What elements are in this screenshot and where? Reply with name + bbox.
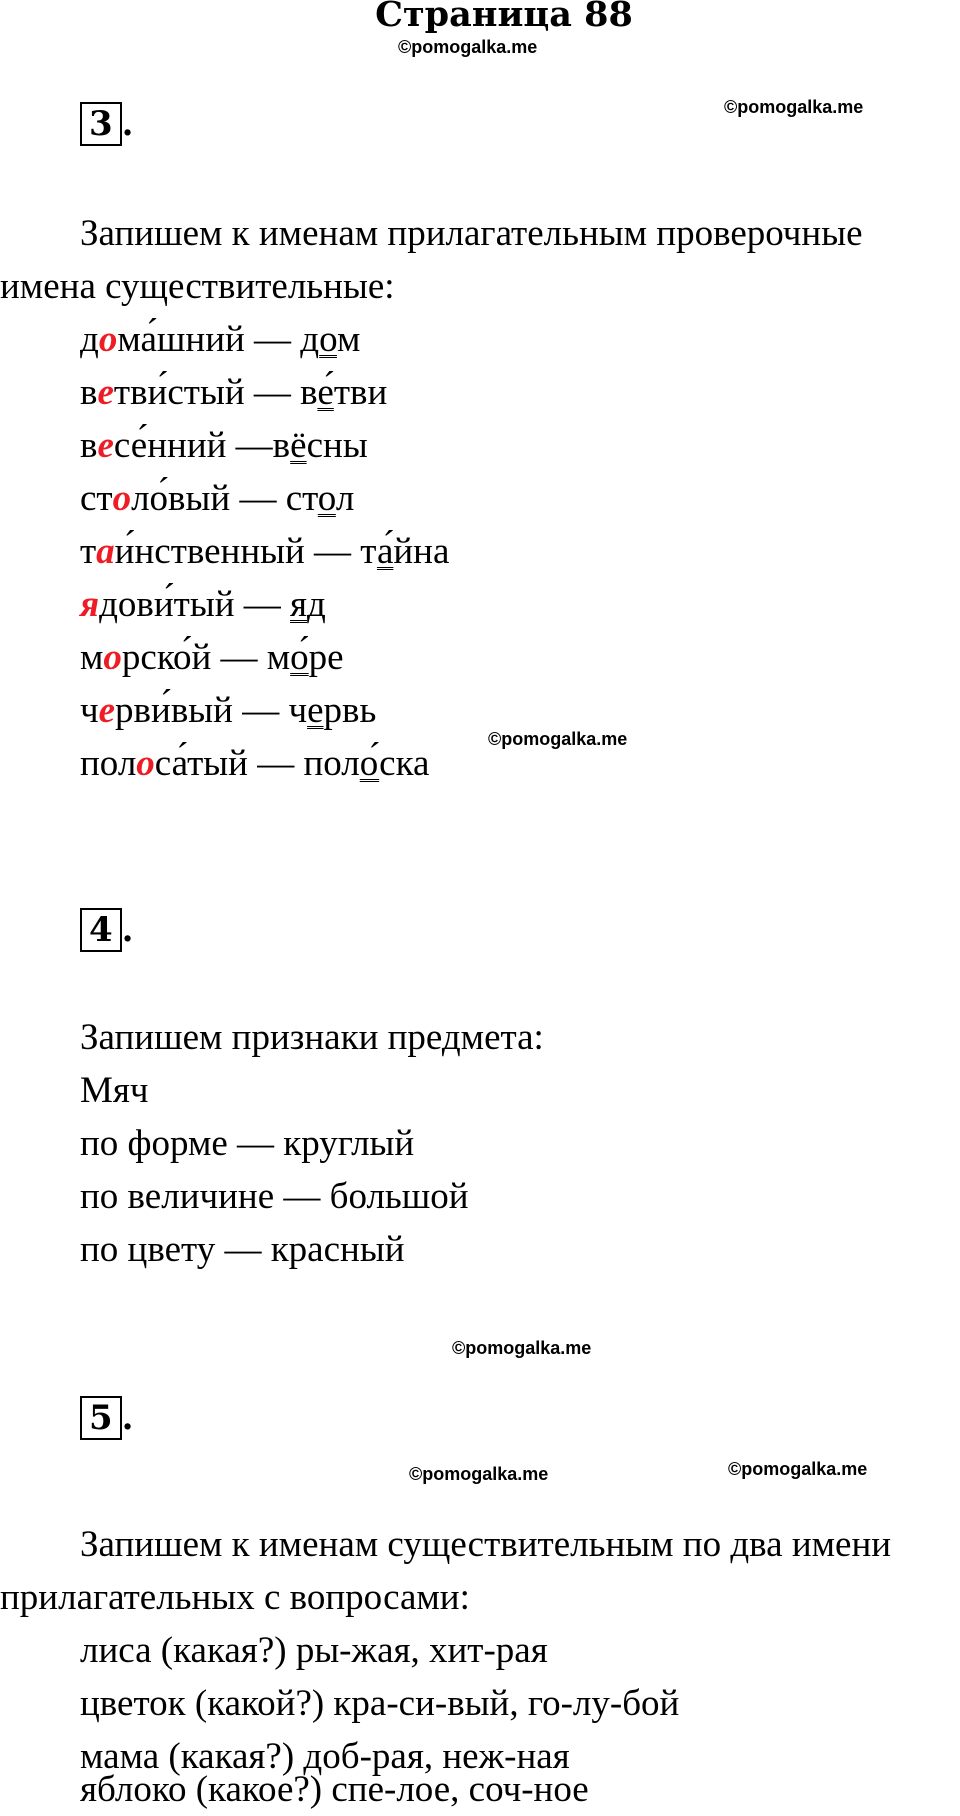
task-3-intro-line-2: имена существительные: <box>0 266 395 307</box>
task-5-number: 5 . <box>80 1396 134 1440</box>
task-5-intro-line-2: прилагательных с вопросами: <box>0 1577 470 1618</box>
task-number-box: 5 <box>80 1396 122 1440</box>
watermark: ©pomogalka.me <box>409 1464 549 1484</box>
task-4-line: Мяч <box>80 1070 149 1111</box>
word-pair: столо́вый — стол <box>80 478 355 519</box>
task-5-line: мама (какая?) доб-рая, неж-ная <box>80 1736 570 1777</box>
word-pair: дома́шний — дом <box>80 319 361 360</box>
task-number-box: 3 <box>80 102 122 146</box>
task-4-line: по величине — большой <box>80 1176 469 1217</box>
word-pair: полоса́тый — поло́ска <box>80 743 430 784</box>
word-pair: морско́й — мо́ре <box>80 637 344 678</box>
word-pair: черви́вый — червь <box>80 690 377 731</box>
task-5-intro-line-1: Запишем к именам существительным по два имени <box>80 1524 892 1565</box>
watermark: ©pomogalka.me <box>724 97 864 117</box>
task-4-number: 4 . <box>80 908 134 952</box>
word-pair: ветви́стый — ве́тви <box>80 372 388 413</box>
task-4-line: по форме — круглый <box>80 1123 415 1164</box>
word-pair: таи́нственный — та́йна <box>80 531 450 572</box>
task-3-number: 3 . <box>80 102 134 146</box>
watermark: ©pomogalka.me <box>398 37 538 57</box>
word-pair: ядови́тый — яд <box>80 584 326 625</box>
task-5-line: яблоко (какое?) спе-лое, соч-ное <box>80 1769 589 1810</box>
watermark: ©pomogalka.me <box>728 1459 868 1479</box>
watermark: ©pomogalka.me <box>488 729 628 749</box>
page-title: Страница 88 <box>375 0 633 35</box>
task-5-line: лиса (какая?) ры-жая, хит-рая <box>80 1630 548 1671</box>
task-3-intro-line-1: Запишем к именам прилагательным проверочные <box>80 213 863 254</box>
task-4-line: по цвету — красный <box>80 1229 405 1270</box>
task-4-line: Запишем признаки предмета: <box>80 1017 544 1058</box>
watermark: ©pomogalka.me <box>452 1338 592 1358</box>
task-5-line: цветок (какой?) кра-си-вый, го-лу-бой <box>80 1683 680 1724</box>
task-number-box: 4 <box>80 908 122 952</box>
word-pair: весе́нний —вёсны <box>80 425 368 466</box>
